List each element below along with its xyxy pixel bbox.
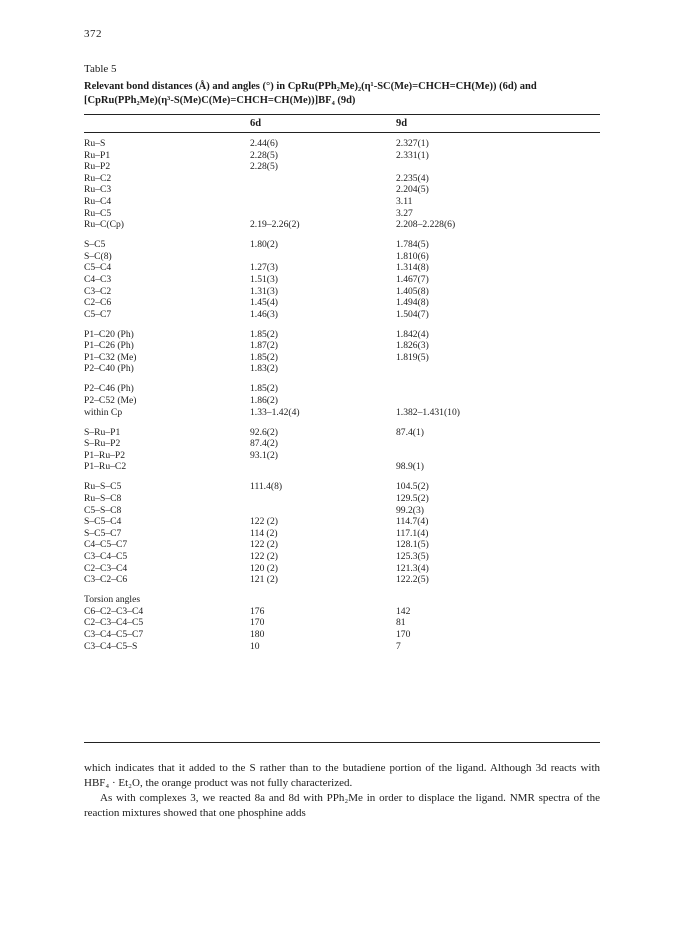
row-label: P1–C32 (Me) [84, 351, 137, 363]
table-row [84, 516, 600, 528]
table-group [84, 383, 600, 418]
row-label: Ru–C(Cp) [84, 219, 124, 231]
cell-6d: 2.28(5) [250, 149, 278, 161]
row-label: C5–S–C8 [84, 504, 122, 516]
row-label: C3–C2 [84, 285, 112, 297]
table-row [84, 150, 600, 162]
cell-6d: 1.85(2) [250, 383, 278, 395]
row-label: Ru–C3 [84, 184, 112, 196]
cell-9d: 1.467(7) [396, 273, 429, 285]
cell-9d: 3.11 [396, 195, 413, 207]
cell-6d: 1.83(2) [250, 363, 278, 375]
cell-9d: 1.382–1.431(10) [396, 406, 460, 418]
cell-6d: 170 [250, 617, 265, 629]
cell-9d: 87.4(1) [396, 426, 424, 438]
table-row [84, 493, 600, 505]
cell-6d: 1.31(3) [250, 285, 278, 297]
page-number: 372 [84, 28, 102, 40]
body-paragraph: which indicates that it added to the S rather than to the butadiene portion of the ligand. Although 3d reacts with HBF₄ · Et₂O, the orange product was not fully characterized. [84, 762, 600, 789]
table-row [84, 173, 600, 185]
cell-6d: 120 (2) [250, 562, 278, 574]
cell-9d: 2.204(5) [396, 184, 429, 196]
table-row [84, 606, 600, 618]
cell-9d: 3.27 [396, 207, 413, 219]
row-label: C5–C7 [84, 308, 112, 320]
cell-6d: 1.46(3) [250, 308, 278, 320]
table-row [84, 363, 600, 375]
cell-6d: 2.44(6) [250, 138, 278, 149]
cell-6d: 114 (2) [250, 527, 278, 539]
cell-9d: 7 [396, 640, 401, 652]
table-row [84, 219, 600, 231]
cell-9d: 122.2(5) [396, 574, 429, 586]
row-label: Ru–S–C5 [84, 481, 122, 493]
cell-6d: 1.85(2) [250, 351, 278, 363]
table-caption: Relevant bond distances (Å) and angles (°) in CpRu(PPh₂Me)₂(η¹-SC(Me)=CHCH=CH(Me)) (6d) and [CpRu(PPh₂Me)(η³-S(Me)C(Me)=CHCH=CH(Me))]BF₄ (9d) [84, 81, 537, 106]
cell-9d: 125.3(5) [396, 550, 429, 562]
cell-6d: 122 (2) [250, 516, 278, 528]
table-row [84, 395, 600, 407]
table-group [84, 239, 600, 320]
row-label: P2–C52 (Me) [84, 395, 137, 407]
table-group [84, 594, 600, 652]
table-row [84, 539, 600, 551]
table-row [84, 438, 600, 450]
cell-6d: 1.45(4) [250, 297, 278, 309]
table-row [84, 196, 600, 208]
row-label: Ru–C2 [84, 172, 112, 184]
body-text [84, 761, 600, 821]
cell-9d: 1.826(3) [396, 340, 429, 352]
cell-9d: 1.784(5) [396, 239, 429, 251]
cell-6d: 92.6(2) [250, 426, 278, 438]
table-row [84, 138, 600, 150]
column-header-rule [84, 132, 600, 133]
table-label: Table 5 [84, 63, 117, 75]
table-group [84, 481, 600, 585]
cell-6d: 1.27(3) [250, 262, 278, 274]
cell-9d: 170 [396, 628, 411, 640]
row-label: C4–C3 [84, 273, 112, 285]
table-group [84, 427, 600, 473]
table-row [84, 274, 600, 286]
row-label: C3–C2–C6 [84, 574, 128, 586]
row-label: P1–Ru–P2 [84, 449, 126, 461]
cell-9d: 1.504(7) [396, 308, 429, 320]
data-table [84, 138, 600, 660]
table-row [84, 239, 600, 251]
table-row [84, 340, 600, 352]
row-label: C3–C4–C5 [84, 550, 128, 562]
row-label: C2–C6 [84, 297, 112, 309]
cell-9d: 98.9(1) [396, 461, 424, 473]
cell-9d: 2.208–2.228(6) [396, 219, 456, 231]
cell-6d: 176 [250, 605, 265, 617]
table-row [84, 427, 600, 439]
cell-9d: 2.235(4) [396, 172, 429, 184]
row-label: Ru–C4 [84, 195, 112, 207]
row-label: P2–C40 (Ph) [84, 363, 134, 375]
table-bottom-rule [84, 742, 600, 743]
column-header-9d: 9d [396, 118, 408, 129]
row-label: Ru–P2 [84, 161, 111, 173]
cell-9d: 142 [396, 605, 411, 617]
row-label: S–C5 [84, 239, 106, 251]
row-label: S–C5–C7 [84, 527, 122, 539]
row-label: Torsion angles [84, 594, 141, 606]
cell-9d: 99.2(3) [396, 504, 424, 516]
cell-6d: 1.51(3) [250, 273, 278, 285]
table-row [84, 481, 600, 493]
cell-9d: 121.3(4) [396, 562, 429, 574]
table-top-rule [84, 114, 600, 115]
row-label: Ru–C5 [84, 207, 112, 219]
row-label: Ru–P1 [84, 149, 111, 161]
cell-6d: 1.80(2) [250, 239, 278, 251]
table-row [84, 352, 600, 364]
cell-6d: 93.1(2) [250, 449, 278, 461]
table-group [84, 138, 600, 231]
cell-6d: 180 [250, 628, 265, 640]
cell-9d: 1.819(5) [396, 351, 429, 363]
row-label: C3–C4–C5–S [84, 640, 138, 652]
row-label: P1–C26 (Ph) [84, 340, 134, 352]
row-label: C2–C3–C4 [84, 562, 128, 574]
cell-6d: 87.4(2) [250, 438, 278, 450]
cell-9d: 2.331(1) [396, 149, 429, 161]
cell-6d: 111.4(8) [250, 481, 283, 493]
row-label: P1–Ru–C2 [84, 461, 127, 473]
table-row [84, 574, 600, 586]
row-label: P1–C20 (Ph) [84, 328, 134, 340]
cell-6d: 1.85(2) [250, 328, 278, 340]
cell-9d: 104.5(2) [396, 481, 429, 493]
cell-9d: 128.1(5) [396, 539, 429, 551]
table-group [84, 329, 600, 375]
row-label: C3–C4–C5–C7 [84, 628, 144, 640]
table-row [84, 461, 600, 473]
row-label: C2–C3–C4–C5 [84, 617, 144, 629]
column-header-6d: 6d [250, 118, 262, 129]
cell-9d: 1.810(6) [396, 250, 429, 262]
table-row [84, 505, 600, 517]
table-row [84, 407, 600, 419]
row-label: C6–C2–C3–C4 [84, 605, 144, 617]
cell-6d: 1.86(2) [250, 395, 278, 407]
cell-6d: 1.33–1.42(4) [250, 406, 300, 418]
cell-9d: 114.7(4) [396, 516, 429, 528]
table-row [84, 629, 600, 641]
table-row [84, 329, 600, 341]
table-row [84, 528, 600, 540]
table-row [84, 551, 600, 563]
table-row [84, 383, 600, 395]
table-row [84, 184, 600, 196]
table-row [84, 594, 600, 606]
row-label: S–C5–C4 [84, 516, 122, 528]
cell-9d: 1.842(4) [396, 328, 429, 340]
table-row [84, 617, 600, 629]
cell-9d: 129.5(2) [396, 492, 429, 504]
table-row [84, 450, 600, 462]
table-row [84, 251, 600, 263]
row-label: S–Ru–P1 [84, 426, 121, 438]
cell-6d: 122 (2) [250, 550, 278, 562]
table-row [84, 563, 600, 575]
table-row [84, 262, 600, 274]
row-label: C5–C4 [84, 262, 112, 274]
row-label: S–Ru–P2 [84, 438, 121, 450]
cell-6d: 1.87(2) [250, 340, 278, 352]
row-label: P2–C46 (Ph) [84, 383, 134, 395]
table-row [84, 286, 600, 298]
cell-9d: 1.314(8) [396, 262, 429, 274]
cell-6d: 121 (2) [250, 574, 278, 586]
table-row [84, 161, 600, 173]
cell-9d: 1.405(8) [396, 285, 429, 297]
cell-9d: 81 [396, 617, 406, 629]
cell-6d: 122 (2) [250, 539, 278, 551]
cell-9d: 2.327(1) [396, 138, 429, 149]
table-row [84, 309, 600, 321]
row-label: Ru–S [84, 138, 106, 149]
row-label: S–C(8) [84, 250, 112, 262]
row-label: C4–C5–C7 [84, 539, 128, 551]
cell-9d: 1.494(8) [396, 297, 429, 309]
cell-6d: 10 [250, 640, 260, 652]
cell-6d: 2.28(5) [250, 161, 278, 173]
table-row [84, 297, 600, 309]
table-row [84, 641, 600, 653]
row-label: within Cp [84, 406, 123, 418]
cell-6d: 2.19–2.26(2) [250, 219, 300, 231]
cell-9d: 117.1(4) [396, 527, 429, 539]
row-label: Ru–S–C8 [84, 492, 122, 504]
table-row [84, 208, 600, 220]
body-paragraph: As with complexes 3, we reacted 8a and 8d with PPh₂Me in order to displace the ligand. NMR spectra of the reaction mixtures showed that one phosphine adds [84, 792, 600, 819]
